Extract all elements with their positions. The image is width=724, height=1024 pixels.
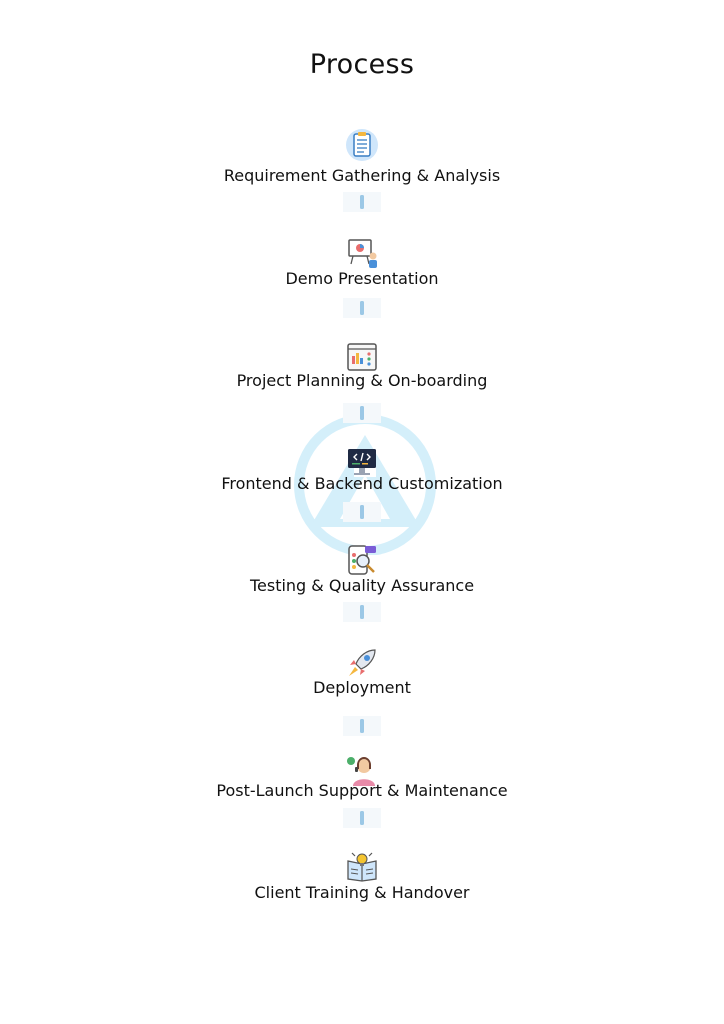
connector-arrow	[343, 298, 381, 318]
step-label: Demo Presentation	[285, 269, 439, 288]
step-label: Frontend & Backend Customization	[221, 474, 503, 493]
page-title: Process	[309, 49, 415, 80]
rocket-icon	[345, 646, 379, 680]
connector-arrow	[343, 716, 381, 736]
step-label: Post-Launch Support & Maintenance	[216, 781, 508, 800]
book-lightbulb-icon	[345, 849, 379, 883]
connector-arrow	[343, 403, 381, 423]
step-label: Testing & Quality Assurance	[249, 576, 475, 595]
step-label: Client Training & Handover	[254, 883, 470, 902]
app-testing-icon	[345, 543, 379, 577]
presentation-icon	[345, 236, 379, 270]
connector-arrow	[343, 602, 381, 622]
step-label: Deployment	[313, 678, 411, 697]
step-label: Project Planning & On-boarding	[236, 371, 488, 390]
connector-arrow	[343, 192, 381, 212]
connector-arrow	[343, 502, 381, 522]
step-label: Requirement Gathering & Analysis	[223, 166, 501, 185]
planning-dashboard-icon	[345, 340, 379, 374]
clipboard-icon	[345, 128, 379, 162]
connector-arrow	[343, 808, 381, 828]
